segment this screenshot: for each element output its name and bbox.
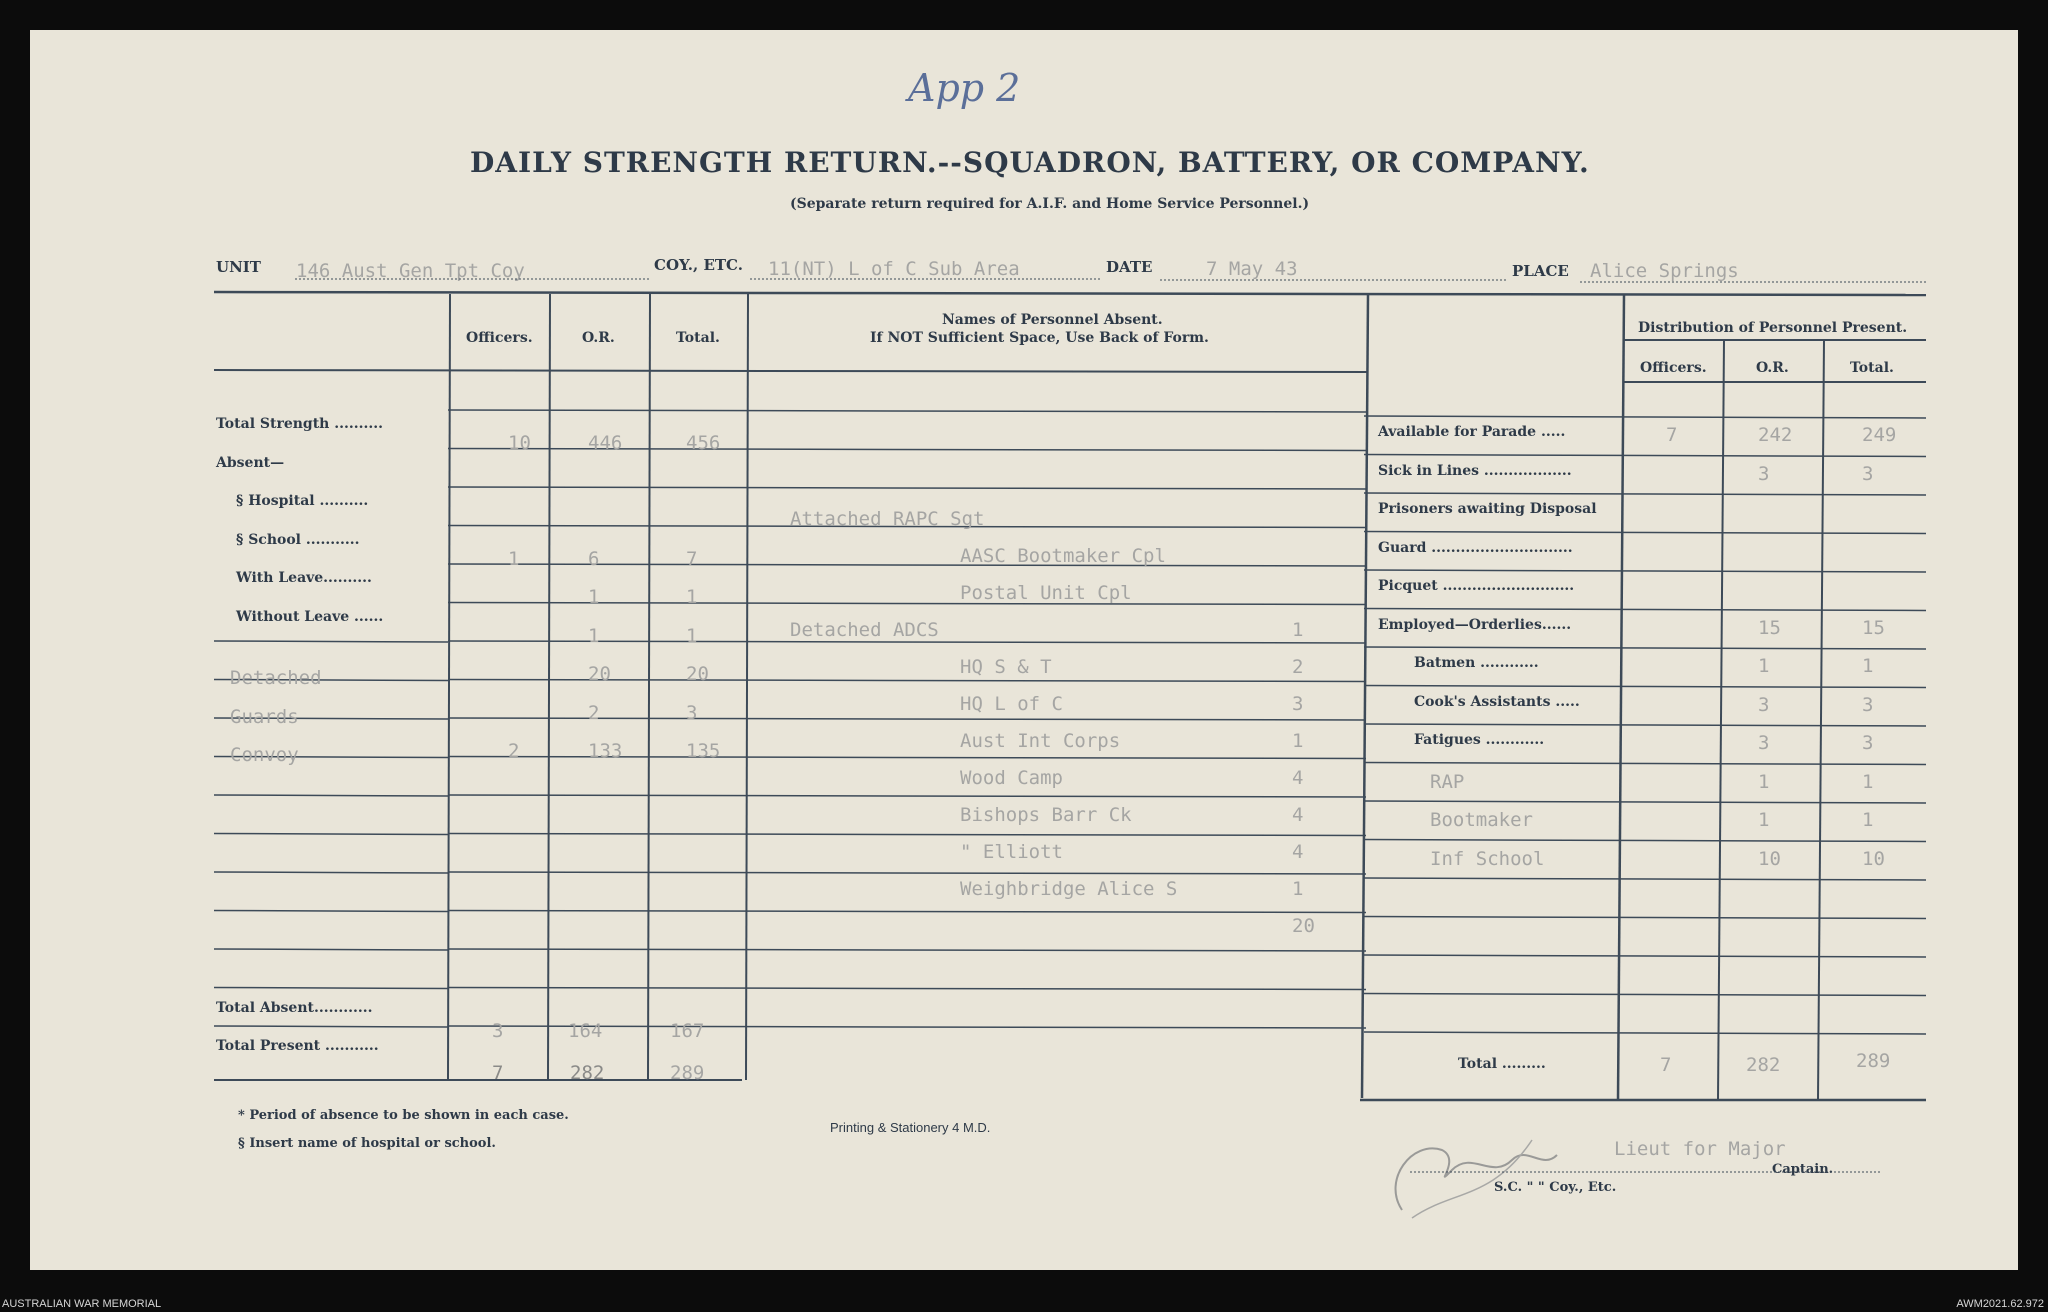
dist-header-total: Total. — [1850, 360, 1894, 376]
right-row-or: 1 — [1758, 655, 1770, 677]
right-row-total: 1 — [1862, 809, 1874, 831]
right-row-total: 15 — [1862, 616, 1885, 639]
total-present-label: Total Present ........... — [216, 1038, 379, 1054]
coy-value: 11(NT) L of C Sub Area — [768, 258, 1020, 280]
footnote-period: * Period of absence to be shown in each case. — [238, 1108, 569, 1123]
right-row-total: 3 — [1862, 732, 1874, 754]
signature-subline: S.C. " " Coy., Etc. — [1494, 1180, 1617, 1195]
absent-name-entry: Postal Unit Cpl — [960, 582, 1132, 604]
left-row-total: 20 — [686, 663, 709, 685]
left-row-label: Absent— — [216, 454, 285, 471]
right-row-total: 1 — [1862, 655, 1874, 677]
absent-name-count: 3 — [1292, 693, 1304, 715]
absent-name-entry: Detached ADCS — [790, 619, 939, 641]
right-row-or: 10 — [1758, 847, 1781, 870]
left-row-total: 1 — [686, 586, 698, 608]
left-row-label: With Leave.......... — [236, 570, 372, 586]
absent-name-count: 2 — [1292, 656, 1304, 678]
col-header-distribution: Distribution of Personnel Present. — [1638, 320, 1908, 336]
right-row-label: Available for Parade ..... — [1378, 424, 1566, 440]
signature-captain: Captain. — [1772, 1162, 1834, 1177]
left-row-typed: Guards — [230, 705, 299, 728]
left-row-total: 456 — [686, 432, 721, 454]
left-row-typed: Detached — [230, 667, 322, 689]
right-row-total: 1 — [1862, 770, 1874, 793]
printer-imprint: Printing & Stationery 4 M.D. — [830, 1120, 991, 1135]
total-present-officers: 7 — [492, 1062, 504, 1084]
left-row-label: § School ........... — [236, 531, 360, 548]
absent-name-count: 1 — [1292, 878, 1304, 900]
total-absent-total: 167 — [670, 1020, 705, 1042]
right-row-label: Prisoners awaiting Disposal — [1378, 501, 1597, 517]
footnote-hospital: § Insert name of hospital or school. — [238, 1136, 496, 1151]
absent-name-entry: Bishops Barr Ck — [960, 804, 1132, 826]
right-total-or: 282 — [1746, 1054, 1781, 1076]
absent-name-entry: AASC Bootmaker Cpl — [960, 545, 1166, 567]
left-row-officers: 2 — [508, 740, 520, 762]
col-header-or: O.R. — [582, 330, 615, 346]
right-row-label: Picquet ........................... — [1378, 578, 1575, 594]
left-row-or: 1 — [588, 624, 600, 647]
unit-label: UNIT — [216, 258, 261, 276]
right-row-or: 3 — [1758, 732, 1770, 754]
col-header-names-line2: If NOT Sufficient Space, Use Back of Form. — [870, 330, 1209, 346]
right-total-officers: 7 — [1660, 1054, 1672, 1076]
right-row-label: Fatigues ............ — [1414, 732, 1545, 748]
absent-name-count: 4 — [1292, 841, 1304, 863]
absent-name-entry: HQ L of C — [960, 693, 1063, 715]
date-label: DATE — [1106, 258, 1153, 276]
left-row-or: 133 — [588, 740, 623, 762]
total-absent-officers: 3 — [492, 1020, 504, 1042]
unit-value: 146 Aust Gen Tpt Coy — [296, 260, 525, 282]
total-absent-label: Total Absent............ — [216, 1000, 373, 1016]
absent-name-count: 1 — [1292, 619, 1304, 641]
place-label: PLACE — [1512, 262, 1569, 280]
absent-name-entry: Aust Int Corps — [960, 730, 1121, 752]
left-row-or: 20 — [588, 663, 611, 685]
right-row-label: Sick in Lines .................. — [1378, 462, 1572, 479]
left-row-or: 1 — [588, 586, 600, 608]
form-subtitle: (Separate return required for A.I.F. and Home Service Personnel.) — [790, 196, 1310, 212]
total-present-total: 289 — [670, 1062, 705, 1084]
absent-name-entry: Weighbridge Alice S — [960, 878, 1178, 900]
right-row-total: 249 — [1862, 424, 1897, 446]
right-row-or: 3 — [1758, 693, 1770, 716]
left-row-or: 446 — [588, 432, 623, 454]
left-row-label: Without Leave ...... — [236, 608, 384, 625]
left-row-officers: 10 — [508, 432, 531, 454]
right-row-total: 10 — [1862, 847, 1885, 870]
right-total-total: 289 — [1856, 1050, 1891, 1072]
right-total-label: Total ......... — [1458, 1056, 1546, 1072]
right-row-typed: Inf School — [1430, 847, 1545, 870]
right-row-typed: Bootmaker — [1430, 809, 1533, 831]
absent-name-count: 20 — [1292, 915, 1315, 937]
right-row-or: 1 — [1758, 809, 1770, 831]
right-row-or: 242 — [1758, 424, 1793, 446]
left-row-total: 3 — [686, 701, 698, 724]
left-row-total: 135 — [686, 740, 721, 762]
signature-typed: Lieut for Major — [1614, 1138, 1786, 1160]
left-row-typed: Convoy — [230, 744, 299, 766]
footer-credit: AUSTRALIAN WAR MEMORIAL — [2, 1298, 162, 1310]
handwritten-annotation: App 2 — [908, 66, 1021, 110]
absent-name-entry: Attached RAPC Sgt — [790, 508, 985, 530]
footer-id: AWM2021.62.972 — [1956, 1298, 2044, 1310]
dist-header-officers: Officers. — [1640, 360, 1707, 376]
absent-name-count: 4 — [1292, 804, 1304, 826]
right-row-officers: 7 — [1666, 424, 1678, 446]
right-row-label: Employed—Orderlies...... — [1378, 616, 1572, 633]
col-header-officers: Officers. — [466, 330, 533, 346]
left-row-or: 2 — [588, 701, 600, 724]
left-row-label: Total Strength .......... — [216, 416, 383, 432]
absent-name-entry: " Elliott — [960, 841, 1063, 863]
document-page — [30, 30, 2018, 1270]
right-row-total: 3 — [1862, 693, 1874, 716]
right-row-label: Batmen ............ — [1414, 655, 1539, 671]
right-row-or: 3 — [1758, 462, 1770, 485]
right-row-label: Cook's Assistants ..... — [1414, 693, 1580, 710]
left-row-total: 1 — [686, 624, 698, 647]
right-row-total: 3 — [1862, 462, 1874, 485]
right-row-typed: RAP — [1430, 770, 1465, 793]
date-value: 7 May 43 — [1206, 258, 1298, 280]
form-grid — [30, 30, 2018, 1270]
left-row-label: § Hospital .......... — [236, 493, 369, 509]
absent-name-count: 4 — [1292, 767, 1304, 789]
coy-label: COY., ETC. — [654, 256, 743, 274]
dist-header-or: O.R. — [1756, 360, 1789, 376]
total-present-or: 282 — [570, 1062, 605, 1084]
col-header-names-line1: Names of Personnel Absent. — [942, 312, 1163, 328]
form-title: DAILY STRENGTH RETURN.--SQUADRON, BATTERY, OR COMPANY. — [470, 146, 1590, 179]
left-row-total: 7 — [686, 547, 698, 570]
handwritten-signature — [1352, 1100, 1612, 1230]
total-absent-or: 164 — [568, 1020, 603, 1042]
place-value: Alice Springs — [1590, 260, 1739, 282]
absent-name-entry: HQ S & T — [960, 656, 1052, 678]
col-header-total: Total. — [676, 330, 720, 346]
left-row-or: 6 — [588, 547, 600, 570]
right-row-label: Guard ............................. — [1378, 539, 1573, 556]
signature-line — [1410, 1170, 1880, 1174]
right-row-or: 1 — [1758, 770, 1770, 793]
right-row-or: 15 — [1758, 616, 1781, 639]
left-row-officers: 1 — [508, 547, 520, 570]
absent-name-count: 1 — [1292, 730, 1304, 752]
absent-name-entry: Wood Camp — [960, 767, 1063, 789]
